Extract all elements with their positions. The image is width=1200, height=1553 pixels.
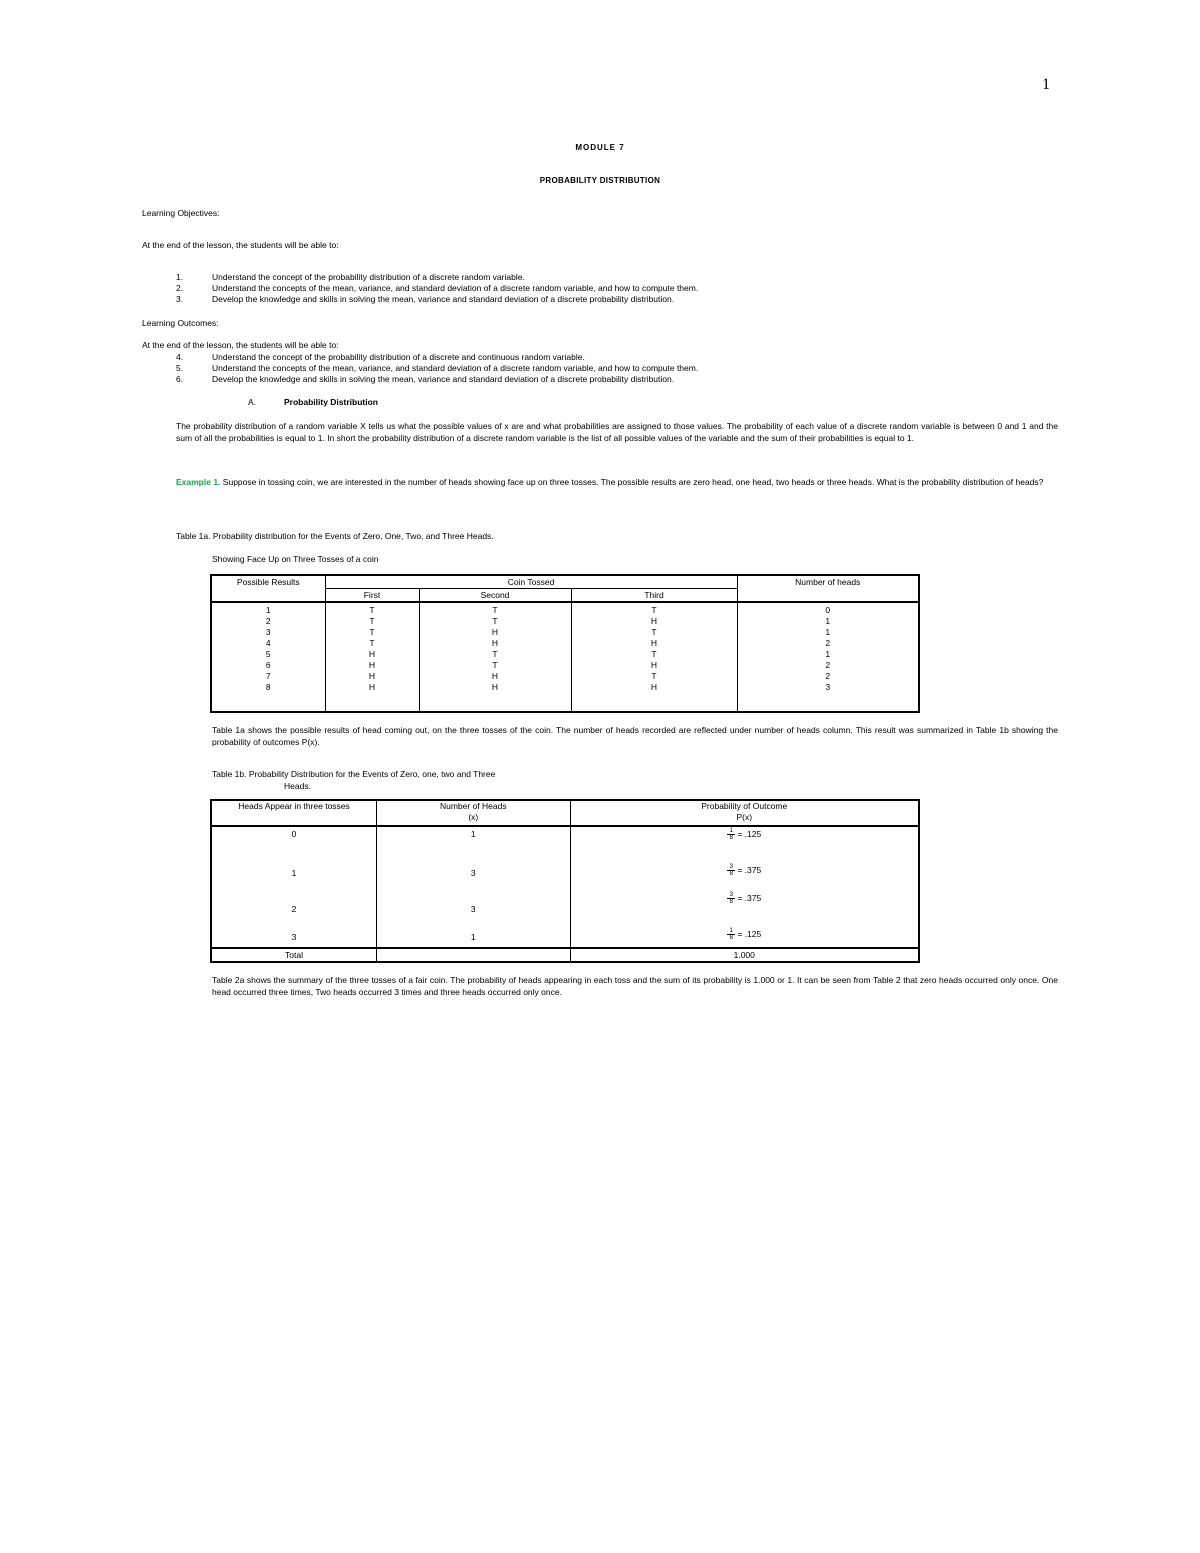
list-number: 6.	[176, 374, 184, 384]
module-subtitle: PROBABILITY DISTRIBUTION	[539, 176, 661, 185]
fraction-numerator: 1	[729, 928, 733, 935]
table2-count-cell: 1	[377, 826, 570, 855]
table2-col1: Heads Appear in three tosses	[211, 800, 377, 826]
fraction-numerator: 3	[729, 864, 733, 871]
fraction	[727, 828, 735, 841]
table2-prob-cell	[570, 855, 919, 891]
table-1a	[210, 574, 920, 713]
fraction-numerator: 3	[729, 892, 733, 899]
table1-heads-cell: 0 1 1 2 1 2 2 3	[737, 602, 919, 712]
example-paragraph	[176, 476, 1058, 488]
list-text: Understand the concept of the probability distribution of a discrete random variable.	[212, 272, 525, 282]
probability-value: = .125	[737, 829, 762, 839]
table1-sub-third: Third	[571, 589, 737, 603]
table2-total-label: Total	[211, 948, 377, 962]
objectives-intro: At the end of the lesson, the students will be able to:	[142, 240, 339, 250]
table2-col2-line2: (x)	[468, 812, 479, 822]
table2-heads-cell: 1	[211, 855, 377, 891]
table-1b	[210, 799, 920, 963]
table-row	[211, 855, 919, 891]
table1-first-cell: T T T T H H H H	[325, 602, 419, 712]
table2-col2	[377, 800, 570, 826]
probability-value: = .375	[737, 893, 762, 903]
page-number: 1	[1042, 76, 1050, 93]
list-text: Understand the concept of the probability distribution of a discrete and continuous random variable.	[212, 352, 585, 362]
section-letter: A.	[248, 397, 257, 407]
table2-count-cell: 3	[377, 855, 570, 891]
list-number: 2.	[176, 283, 184, 293]
table2-heads-cell: 3	[211, 927, 377, 948]
table2-col3	[570, 800, 919, 826]
fraction	[727, 892, 735, 905]
table2-count-cell: 3	[377, 891, 570, 927]
table2-count-cell: 1	[377, 927, 570, 948]
table-row	[211, 927, 919, 948]
table1-col-heads: Number of heads	[737, 575, 919, 602]
table-row	[211, 826, 919, 855]
list-number: 1.	[176, 272, 184, 282]
list-number: 5.	[176, 363, 184, 373]
table1-col-results: Possible Results	[211, 575, 325, 602]
fraction-denominator: 8	[727, 870, 735, 877]
list-number: 3.	[176, 294, 184, 304]
table2-col3-line2: P(x)	[736, 812, 753, 822]
outcomes-heading: Learning Outcomes:	[142, 318, 219, 328]
table2-heads-cell: 2	[211, 891, 377, 927]
closing-paragraph: Table 2a shows the summary of the three tosses of a fair coin. The probability of heads appearing in each toss and the sum of its probability is 1.000 or 1. It can be seen from Table 2 that zero heads occurred only once. One head occurred three times, Two heads occurred 3 times and three heads occurred only once.	[212, 975, 1058, 997]
table2-prob-cell	[570, 826, 919, 855]
section-title: Probability Distribution	[284, 397, 378, 407]
table2-col2-line1: Number of Heads	[439, 801, 507, 811]
example-text: Suppose in tossing coin, we are interested in the number of heads showing face up on three tosses. The possible results are zero head, one head, two heads or three heads. What is the probability distribution of heads?	[222, 477, 1044, 487]
table-row	[211, 891, 919, 927]
table1-results-cell: 1 2 3 4 5 6 7 8	[211, 602, 325, 712]
fraction-numerator: 1	[729, 828, 733, 835]
fraction-denominator: 8	[727, 834, 735, 841]
fraction-denominator: 8	[727, 898, 735, 905]
table1-col-coin: Coin Tossed	[325, 575, 737, 589]
fraction	[727, 928, 735, 941]
table1-sub-first: First	[325, 589, 419, 603]
table2-caption-line2: Heads.	[284, 781, 311, 791]
table-row	[211, 602, 919, 712]
table2-heads-cell: 0	[211, 826, 377, 855]
list-text: Understand the concepts of the mean, variance, and standard deviation of a discrete random variable, and how to compute them.	[212, 363, 699, 373]
table2-total-empty	[377, 948, 570, 962]
table1-caption: Table 1a. Probability distribution for the Events of Zero, One, Two, and Three Heads.	[176, 531, 494, 541]
list-number: 4.	[176, 352, 184, 362]
table1-third-cell: T H T H T H T H	[571, 602, 737, 712]
fraction-denominator: 8	[727, 934, 735, 941]
intro-paragraph: The probability distribution of a random variable X tells us what the possible values of x are and what probabilities are assigned to those values. The probability of each value of a discrete random variable is between 0 and 1 and the sum of all the probabilities is equal to 1. In short the probability distribution of a discrete random variable is the list of all possible values of the variable and the sum of their probabilities is equal to 1.	[176, 421, 1058, 443]
table2-total-value: 1.000	[570, 948, 919, 962]
outcomes-intro: At the end of the lesson, the students will be able to:	[142, 340, 339, 350]
module-title: MODULE 7	[575, 143, 625, 152]
table1-note: Table 1a shows the possible results of head coming out, on the three tosses of the coin. The number of heads recorded are reflected under number of heads column. This result was summarized in Table 1b showing the probability of outcomes P(x).	[212, 725, 1058, 747]
fraction	[727, 864, 735, 877]
table2-caption-line1: Table 1b. Probability Distribution for the Events of Zero, one, two and Three	[212, 769, 496, 779]
objectives-heading: Learning Objectives:	[142, 208, 220, 218]
list-text: Develop the knowledge and skills in solving the mean, variance and standard deviation of a discrete probability distribution.	[212, 374, 675, 384]
table1-subcaption: Showing Face Up on Three Tosses of a coin	[212, 554, 379, 564]
table-row-total	[211, 948, 919, 962]
list-text: Understand the concepts of the mean, variance, and standard deviation of a discrete random variable, and how to compute them.	[212, 283, 699, 293]
example-label: Example 1.	[176, 477, 221, 487]
list-text: Develop the knowledge and skills in solving the mean, variance and standard deviation of a discrete probability distribution.	[212, 294, 675, 304]
probability-value: = .375	[737, 865, 762, 875]
table2-prob-cell	[570, 927, 919, 948]
probability-value: = .125	[737, 929, 762, 939]
table2-col3-line1: Probability of Outcome	[701, 801, 788, 811]
table1-sub-second: Second	[419, 589, 571, 603]
table2-prob-cell	[570, 891, 919, 927]
table1-second-cell: T T H H T T H H	[419, 602, 571, 712]
